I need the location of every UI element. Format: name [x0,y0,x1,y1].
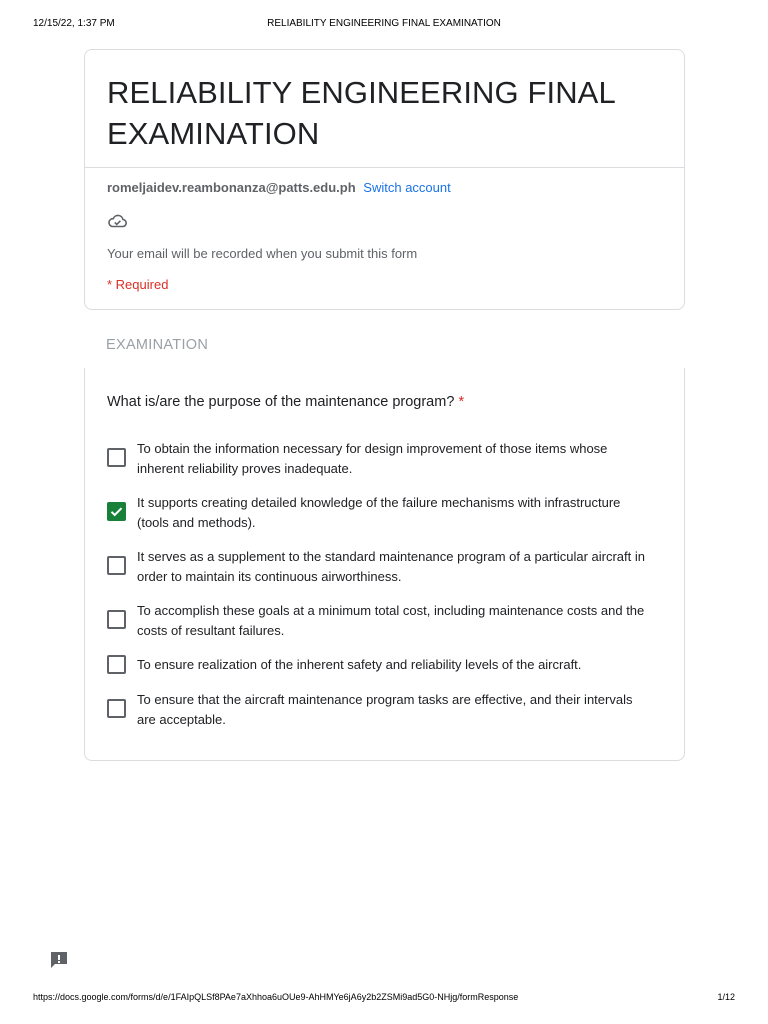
question-text: What is/are the purpose of the maintenance program? [107,394,455,410]
option-label: To ensure realization of the inherent safety and reliability levels of the aircraft. [137,657,582,672]
option-item[interactable] [107,493,654,532]
checkbox-unchecked-icon[interactable] [107,448,126,467]
form-title: RELIABILITY ENGINEERING FINAL EXAMINATION [107,75,615,151]
question-title [107,394,464,410]
account-row [107,180,451,195]
header-divider [85,167,684,168]
page-number: 1/12 [717,992,735,1002]
option-item[interactable] [107,690,654,729]
account-email: romeljaidev.reambonanza@patts.edu.ph [107,180,356,195]
checkbox-unchecked-icon[interactable] [107,556,126,575]
option-label: It supports creating detailed knowledge of the failure mechanisms with infrastructure (tools and methods). [137,495,621,530]
question-card [84,368,685,761]
checkbox-unchecked-icon[interactable] [107,699,126,718]
print-title: RELIABILITY ENGINEERING FINAL EXAMINATION [267,18,501,29]
print-datetime: 12/15/22, 1:37 PM [33,18,115,29]
checkbox-unchecked-icon[interactable] [107,655,126,674]
option-label: To ensure that the aircraft maintenance program tasks are effective, and their intervals are acceptable. [137,692,633,727]
email-notice: Your email will be recorded when you submit this form [107,246,418,261]
print-url: https://docs.google.com/forms/d/e/1FAIpQLSf8PAe7aXhhoa6uOUe9-AhHMYe6jA6y2b2ZSMi9ad5G0-NHjg/formResponse [33,992,519,1002]
option-item[interactable] [107,547,654,586]
option-label: To obtain the information necessary for design improvement of those items whose inherent reliability proves inadequate. [137,441,608,476]
option-label: It serves as a supplement to the standard maintenance program of a particular aircraft in order to maintain its continuous airworthiness. [137,549,645,584]
cloud-saved-icon [107,212,128,230]
option-label: To accomplish these goals at a minimum total cost, including maintenance costs and the costs of resultant failures. [137,603,645,638]
option-item[interactable] [107,601,654,640]
switch-account-link[interactable]: Switch account [363,180,451,195]
required-note: * Required [107,277,169,292]
option-item[interactable] [107,655,654,675]
form-header-card [84,49,685,310]
feedback-icon[interactable] [49,950,69,970]
print-header [33,18,735,32]
section-title: EXAMINATION [106,337,209,353]
checkbox-unchecked-icon[interactable] [107,610,126,629]
checkbox-checked-icon[interactable] [107,502,126,521]
option-item[interactable] [107,439,654,478]
required-marker: * [458,394,465,410]
